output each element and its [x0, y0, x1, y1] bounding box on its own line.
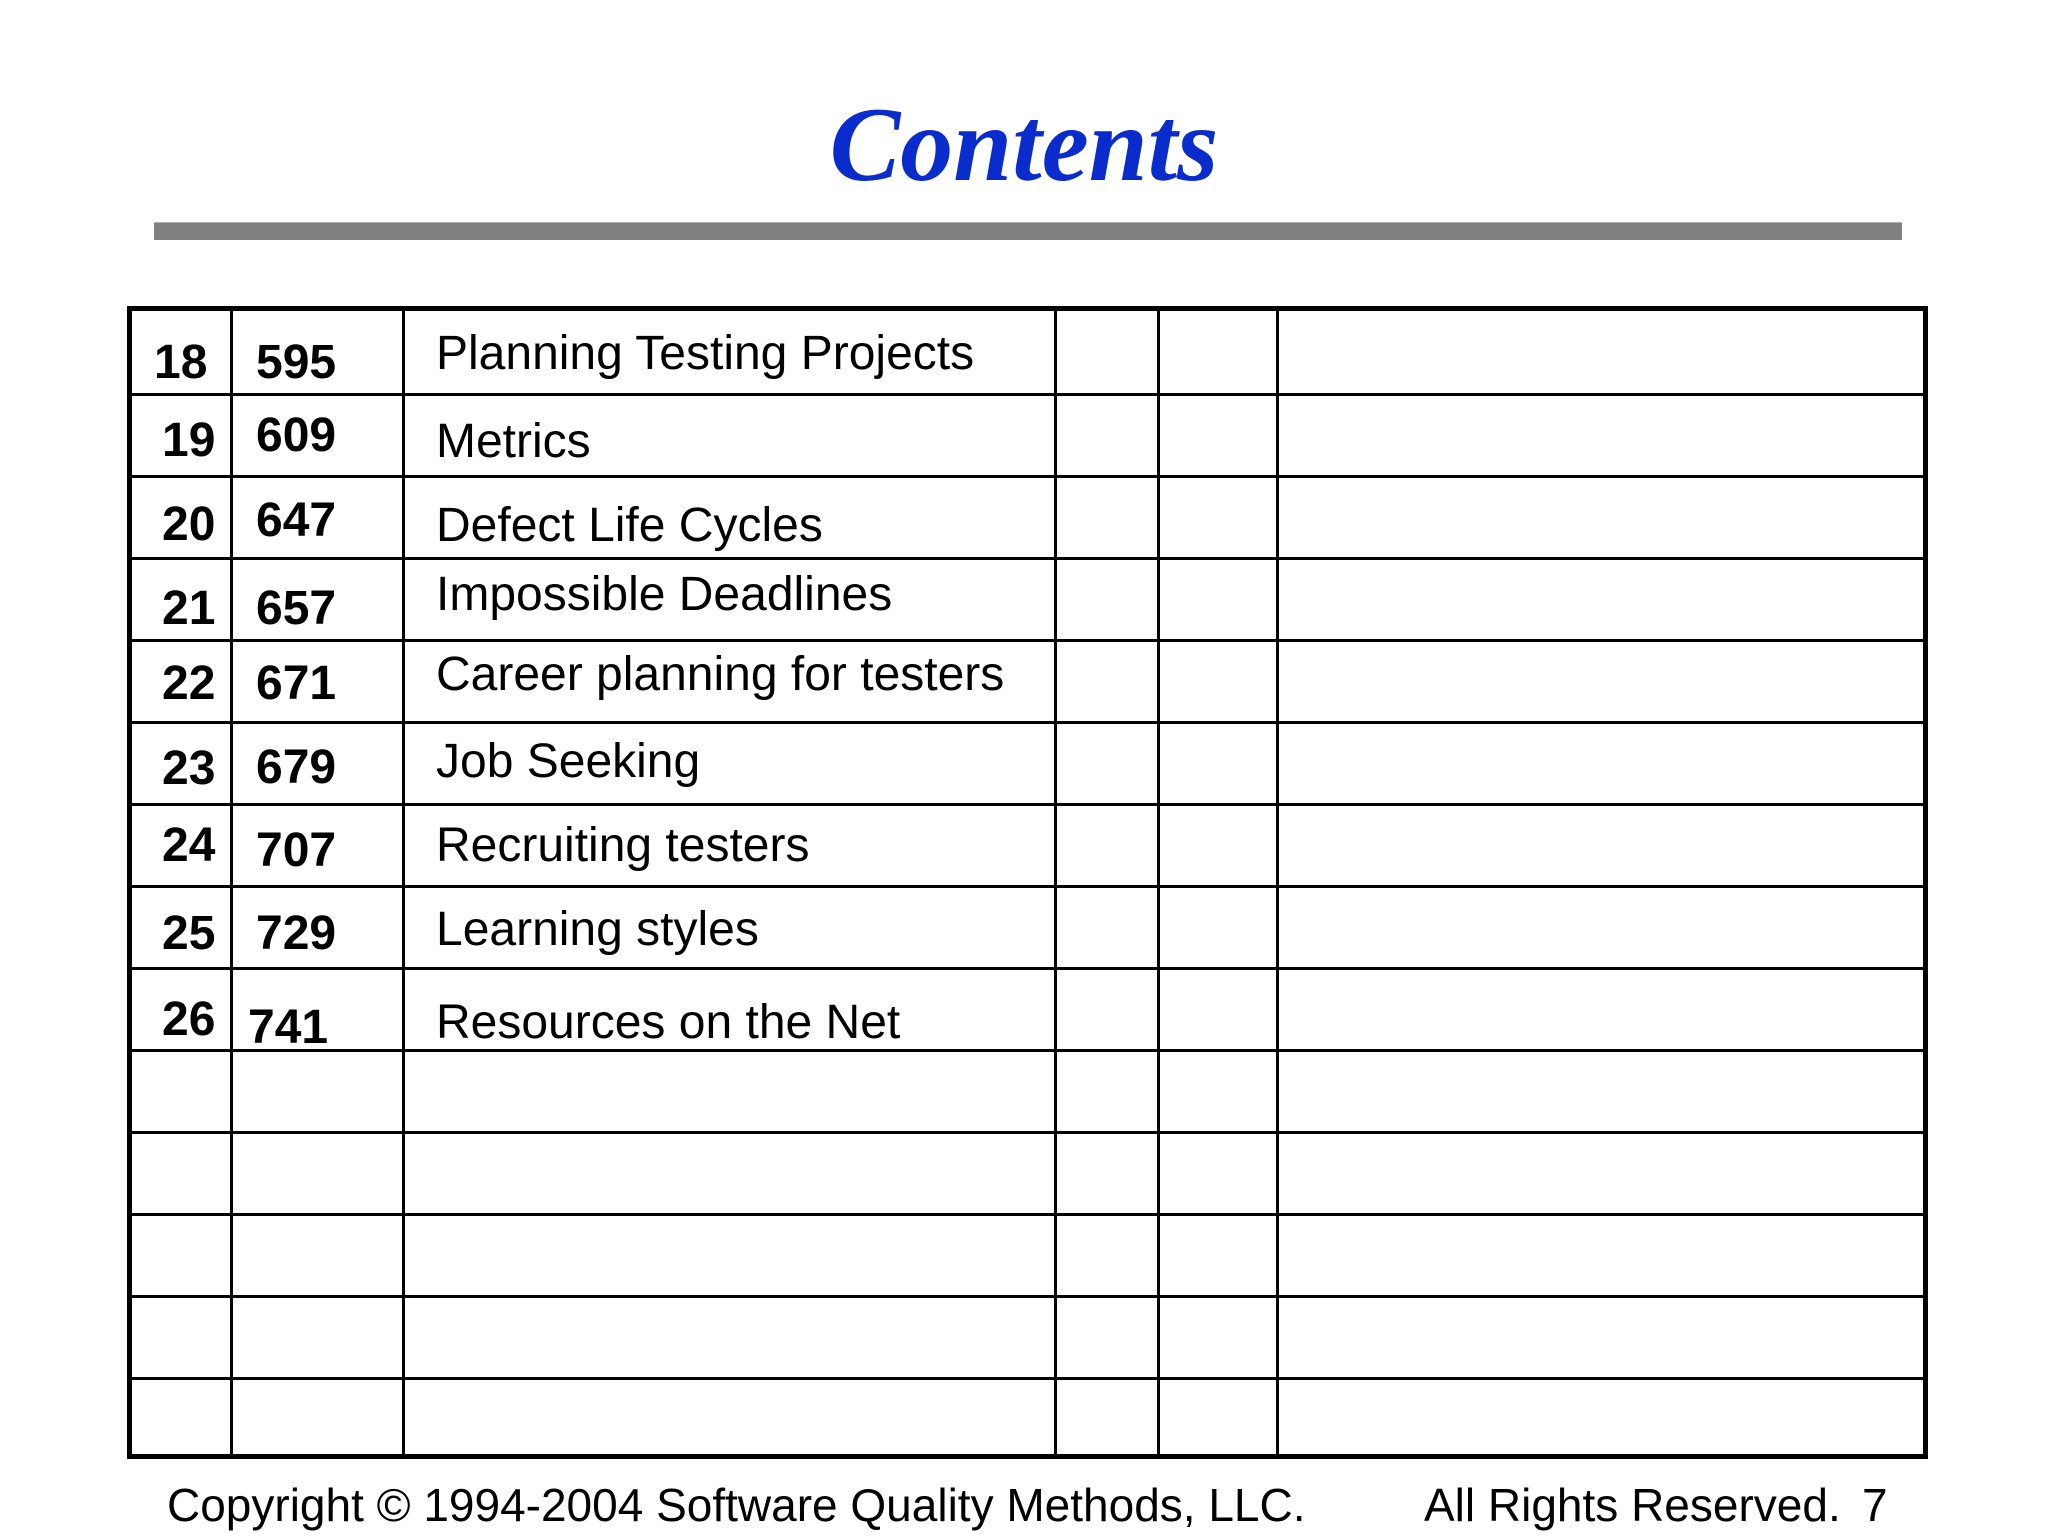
row-divider [132, 967, 1923, 970]
chapter-number: 21 [162, 582, 216, 635]
topic-title: Impossible Deadlines [436, 568, 893, 621]
row-divider [132, 885, 1923, 888]
row-divider [132, 639, 1923, 642]
copyright-notice: Copyright © 1994-2004 Software Quality Methods, LLC. [167, 1479, 1306, 1531]
page-number: 707 [256, 824, 337, 877]
row-divider [132, 475, 1923, 478]
topic-title: Resources on the Net [436, 996, 901, 1049]
row-divider [132, 393, 1923, 396]
chapter-number: 22 [162, 657, 216, 710]
row-divider [132, 1377, 1923, 1380]
page-title: Contents [829, 86, 1219, 203]
row-divider [132, 721, 1923, 724]
chapter-number: 24 [162, 819, 216, 872]
column-divider [1054, 311, 1057, 1454]
row-divider [132, 1295, 1923, 1298]
chapter-number: 26 [162, 993, 216, 1046]
contents-table [127, 306, 1928, 1459]
page-number: 595 [256, 336, 337, 389]
rights-notice: All Rights Reserved. [1424, 1479, 1841, 1531]
topic-title: Defect Life Cycles [436, 499, 823, 552]
page-number: 647 [256, 494, 337, 547]
row-divider [132, 557, 1923, 560]
row-divider [132, 1049, 1923, 1052]
column-divider [230, 311, 233, 1454]
chapter-number: 25 [162, 907, 216, 960]
row-divider [132, 1131, 1923, 1134]
topic-title: Metrics [436, 415, 591, 468]
page-number: 657 [256, 582, 337, 635]
topic-title: Job Seeking [436, 735, 701, 788]
chapter-number: 23 [162, 742, 216, 795]
column-divider [402, 311, 405, 1454]
chapter-number: 19 [162, 414, 216, 467]
topic-title: Recruiting testers [436, 819, 810, 872]
slide-page-number: 7 [1862, 1479, 1888, 1531]
topic-title: Learning styles [436, 903, 759, 956]
page-number: 609 [256, 409, 337, 462]
column-divider [1276, 311, 1279, 1454]
row-divider [132, 803, 1923, 806]
topic-title: Planning Testing Projects [436, 327, 975, 380]
chapter-number: 18 [154, 336, 208, 389]
column-divider [1157, 311, 1160, 1454]
page-number: 729 [256, 907, 337, 960]
page-number: 679 [256, 741, 337, 794]
page-number: 741 [248, 1001, 329, 1054]
row-divider [132, 1213, 1923, 1216]
chapter-number: 20 [162, 498, 216, 551]
page-number: 671 [256, 657, 337, 710]
title-divider [154, 222, 1902, 240]
topic-title: Career planning for testers [436, 648, 1005, 701]
